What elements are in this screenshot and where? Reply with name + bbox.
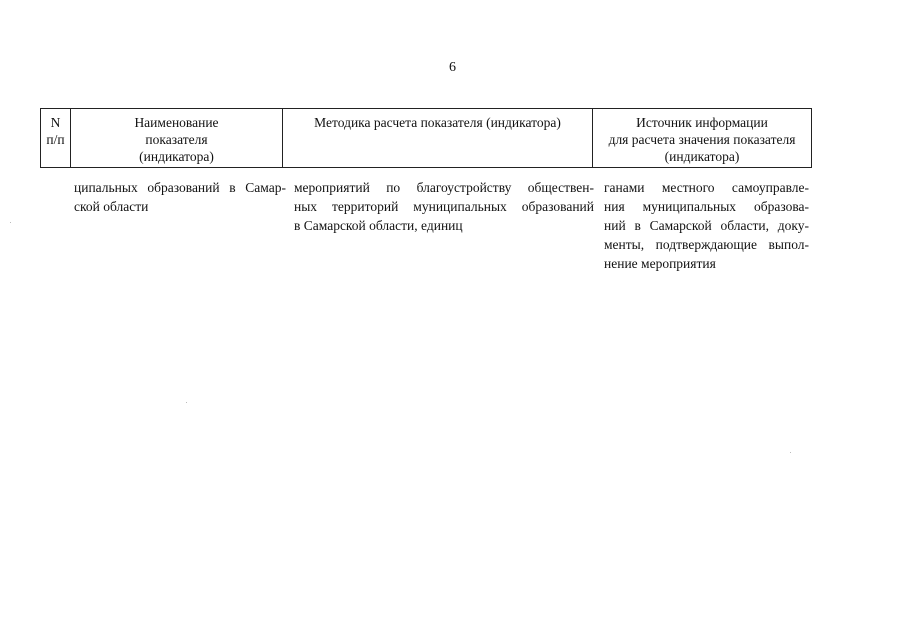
name-continuation [74, 178, 286, 216]
source-continuation [604, 178, 809, 273]
source-line: ганами местного самоуправле- [604, 180, 809, 195]
source-line: ния муниципальных образова- [604, 199, 809, 214]
table-header-row [41, 109, 812, 168]
source-line: менты, подтверждающие выпол- [604, 237, 809, 252]
header-name-text: Наименование показателя (индикатора) [134, 115, 219, 164]
method-continuation [294, 178, 594, 235]
page-number: 6 [449, 60, 456, 75]
header-cell-name [71, 109, 283, 168]
header-source-text: Источник информации для расчета значения показателя (индикатора) [608, 115, 796, 164]
header-cell-source [593, 109, 812, 168]
header-cell-num [41, 109, 71, 168]
header-num-text: N п/п [46, 115, 65, 147]
name-line: ской области [74, 199, 149, 214]
method-line: ных территорий муниципальных образований [294, 199, 594, 214]
method-line: мероприятий по благоустройству обществен- [294, 180, 594, 195]
method-line: в Самарской области, единиц [294, 218, 463, 233]
header-method-text: Методика расчета показателя (индикатора) [314, 115, 561, 130]
scan-speck [186, 402, 187, 403]
scan-speck [10, 222, 11, 223]
indicators-table-header [40, 108, 812, 168]
scan-speck [790, 452, 791, 453]
source-line: ний в Самарской области, доку- [604, 218, 809, 233]
name-line: ципальных образований в Самар- [74, 180, 286, 195]
source-line: нение мероприятия [604, 256, 716, 271]
header-cell-method [283, 109, 593, 168]
